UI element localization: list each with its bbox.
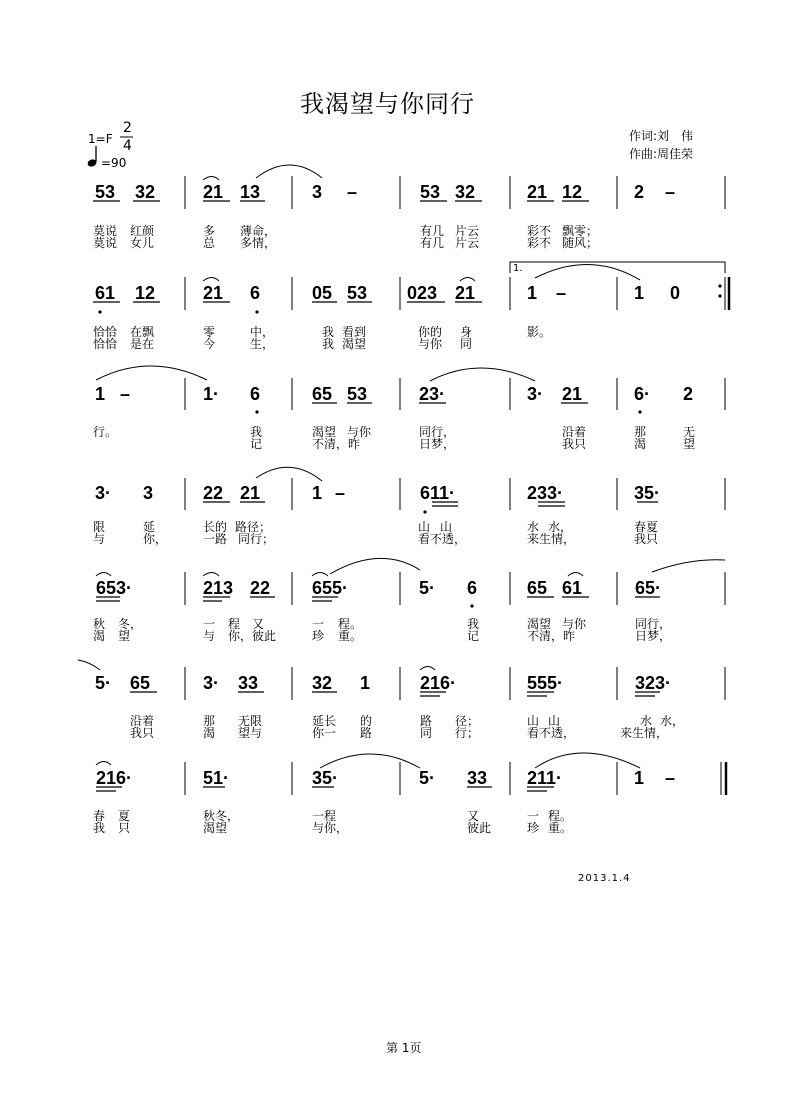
lyric: 山 xyxy=(418,520,431,534)
lyric: 山 xyxy=(440,520,453,534)
lyric: 来生情， xyxy=(620,726,669,740)
note: 21 xyxy=(455,283,476,303)
lyric: 程。 xyxy=(548,809,573,823)
note: 216· xyxy=(96,768,133,788)
note: 6 xyxy=(250,384,261,404)
lyric: 又 xyxy=(467,809,480,823)
note: 3 xyxy=(143,483,154,503)
lyric: 冬， xyxy=(118,617,143,631)
note: 21 xyxy=(203,283,224,303)
note: 23· xyxy=(419,384,446,404)
lyric: 你的 xyxy=(418,325,443,339)
lyric: 程。 xyxy=(338,617,363,631)
lyric: 限 xyxy=(93,520,106,534)
note: 023 xyxy=(407,283,438,303)
note: 653· xyxy=(96,578,133,598)
lyric: 重。 xyxy=(338,629,363,643)
lyric: 渴望 xyxy=(312,425,337,439)
note: 655· xyxy=(312,578,349,598)
lyric: 同行， xyxy=(635,617,672,631)
note: 6 xyxy=(250,283,261,303)
note: 53 xyxy=(347,384,368,404)
lyric: 延长 xyxy=(312,714,337,728)
lyric: 与 xyxy=(93,532,106,546)
lyric: 多情， xyxy=(240,236,277,250)
note: 3· xyxy=(95,483,112,503)
lyric: 看到 xyxy=(342,325,367,339)
note: 05 xyxy=(312,283,333,303)
note: 65 xyxy=(527,578,548,598)
note: 53 xyxy=(95,182,116,202)
note: 33 xyxy=(467,768,488,788)
note: 1 xyxy=(527,283,538,303)
lyric: 我 xyxy=(250,425,263,439)
lyric: 渴望 xyxy=(527,617,552,631)
lyric: 与 xyxy=(203,629,216,643)
lyric: 薄命， xyxy=(240,224,277,238)
lyric: 来生情， xyxy=(527,532,576,546)
note: 6 xyxy=(467,578,478,598)
note: 53 xyxy=(347,283,368,303)
lyric: 行； xyxy=(455,726,480,740)
composer-credit: 作曲:周佳荣 xyxy=(629,147,694,161)
note: 6· xyxy=(634,384,651,404)
note: 21 xyxy=(527,182,548,202)
lyric: 春夏 xyxy=(634,520,659,534)
volta-label: 1. xyxy=(513,263,523,274)
lyric: 日梦， xyxy=(419,437,456,451)
lyric: 有几 xyxy=(420,236,445,250)
lyric: 夏 xyxy=(118,809,131,823)
lyric: 沿着 xyxy=(130,714,155,728)
lyric: 重。 xyxy=(548,821,573,835)
lyric: 长的 xyxy=(203,520,228,534)
lyric: 不清，昨 xyxy=(312,437,361,451)
lyric: 彩不 xyxy=(527,236,552,250)
lyric: 路径； xyxy=(235,520,272,534)
lyric: 片云 xyxy=(455,236,480,250)
note: 211· xyxy=(527,768,563,788)
lyric: 我 xyxy=(93,821,106,835)
lyric: 又 xyxy=(252,617,265,631)
lyric: 飘零； xyxy=(562,224,599,238)
lyric: 与你 xyxy=(347,425,372,439)
note: 3· xyxy=(527,384,544,404)
note: 21 xyxy=(240,483,261,503)
note: 22 xyxy=(203,483,224,503)
note: 5· xyxy=(419,768,436,788)
lyric: 彼此 xyxy=(467,821,492,835)
note: 233· xyxy=(527,483,564,503)
lyric: 一路 xyxy=(203,532,228,546)
note: 1 xyxy=(360,673,371,693)
lyric: 日梦， xyxy=(635,629,672,643)
lyric: 渴 xyxy=(634,437,647,451)
lyric: 渴望 xyxy=(203,821,228,835)
lyric: 无 xyxy=(683,425,696,439)
lyric: 同行； xyxy=(238,532,275,546)
lyric: 不清，昨 xyxy=(527,629,576,643)
lyric: 山 xyxy=(548,714,561,728)
key-signature: 1=F xyxy=(88,132,113,146)
lyric: 生， xyxy=(250,337,275,351)
note: 216· xyxy=(420,673,457,693)
note: 65 xyxy=(130,673,151,693)
lyric: 恰恰 xyxy=(93,325,118,339)
note: – xyxy=(665,768,676,788)
note: 0 xyxy=(670,283,681,303)
note: 53 xyxy=(420,182,441,202)
lyric: 记 xyxy=(467,629,480,643)
lyric: 水， xyxy=(548,520,573,534)
lyric: 径； xyxy=(455,714,480,728)
lyric: 看不透， xyxy=(527,726,576,740)
note: 1 xyxy=(312,483,323,503)
note: 1 xyxy=(634,283,645,303)
lyric: 一 xyxy=(203,617,216,631)
note: 65 xyxy=(312,384,333,404)
lyric: 同 xyxy=(460,337,473,351)
lyric: 望 xyxy=(118,629,131,643)
lyric: 那 xyxy=(634,425,647,439)
lyric: 零 xyxy=(203,325,216,339)
lyric: 与你 xyxy=(562,617,587,631)
lyric: 渴 xyxy=(203,726,216,740)
note: – xyxy=(556,283,567,303)
lyric: 有几 xyxy=(420,224,445,238)
lyric: 我只 xyxy=(634,532,659,546)
lyric: 片云 xyxy=(455,224,480,238)
note: 3· xyxy=(203,673,220,693)
lyric: 一 xyxy=(527,809,540,823)
note: 1 xyxy=(634,768,645,788)
lyric: 延 xyxy=(143,520,156,534)
lyric: 水 xyxy=(527,520,540,534)
note: – xyxy=(347,182,358,202)
lyric: 的 xyxy=(360,714,373,728)
lyric: 我 xyxy=(322,337,335,351)
note: 12 xyxy=(562,182,583,202)
note: 2 xyxy=(683,384,694,404)
lyric: 在飘 xyxy=(130,325,155,339)
note: 32 xyxy=(135,182,156,202)
lyric: 珍 xyxy=(527,821,540,835)
note: 1· xyxy=(203,384,220,404)
note: – xyxy=(335,483,346,503)
lyric: 路 xyxy=(420,714,433,728)
lyric: 红颜 xyxy=(130,224,155,238)
lyric: 莫说 xyxy=(93,236,118,250)
lyric: 望与 xyxy=(238,726,263,740)
lyric: 今 xyxy=(203,337,216,351)
note: 1 xyxy=(95,384,106,404)
note: 555· xyxy=(527,673,564,693)
lyric: 水， xyxy=(660,714,685,728)
note: 13 xyxy=(240,182,261,202)
lyric: 那 xyxy=(203,714,216,728)
lyric: 恰恰 xyxy=(93,337,118,351)
lyric: 路 xyxy=(360,726,373,740)
lyric: 总 xyxy=(203,236,216,250)
lyric: 记 xyxy=(250,437,263,451)
lyric: 沿着 xyxy=(562,425,587,439)
lyric: 影。 xyxy=(527,325,552,339)
lyric: 随风； xyxy=(562,236,599,250)
time-signature-top: 2 xyxy=(123,120,132,136)
lyric: 彩不 xyxy=(527,224,552,238)
note: 21 xyxy=(203,182,224,202)
page-number: 第 1页 xyxy=(386,1041,422,1055)
time-signature-bottom: 4 xyxy=(123,138,132,154)
lyric: 看不透， xyxy=(418,532,467,546)
lyric: 多 xyxy=(203,224,216,238)
note: 12 xyxy=(135,283,156,303)
note: 35· xyxy=(634,483,661,503)
note: 61 xyxy=(95,283,116,303)
lyric: 一程 xyxy=(312,809,337,823)
lyric: 我 xyxy=(467,617,480,631)
note: 22 xyxy=(250,578,271,598)
lyric: 我只 xyxy=(130,726,155,740)
lyric: 是在 xyxy=(130,337,155,351)
lyric: 程 xyxy=(228,617,241,631)
lyric: 同行， xyxy=(419,425,456,439)
lyric: 水 xyxy=(640,714,653,728)
lyric: 渴望 xyxy=(342,337,367,351)
lyric: 莫说 xyxy=(93,224,118,238)
lyric: 无限 xyxy=(238,714,263,728)
note: – xyxy=(120,384,131,404)
lyric: 女儿 xyxy=(130,236,155,250)
note: 5· xyxy=(419,578,436,598)
lyric: 珍 xyxy=(312,629,325,643)
song-title: 我渴望与你同行 xyxy=(300,90,475,118)
note: 51· xyxy=(203,768,230,788)
note: 32 xyxy=(312,673,333,693)
lyric: 只 xyxy=(118,821,131,835)
note: 611· xyxy=(420,483,456,503)
lyric: 与你， xyxy=(312,821,349,835)
note: 323· xyxy=(635,673,672,693)
lyric: 春 xyxy=(93,809,106,823)
date-stamp: 2013.1.4 xyxy=(578,873,631,884)
lyric: 你，彼此 xyxy=(228,629,277,643)
lyric: 渴 xyxy=(93,629,106,643)
note: 33 xyxy=(238,673,259,693)
note: 3 xyxy=(312,182,323,202)
lyric: 望 xyxy=(683,437,696,451)
note: 65· xyxy=(635,578,662,598)
note: 213 xyxy=(203,578,234,598)
lyric: 我只 xyxy=(562,437,587,451)
note: 32 xyxy=(455,182,476,202)
lyric: 你， xyxy=(143,532,168,546)
note: 5· xyxy=(95,673,112,693)
lyric: 同 xyxy=(420,726,433,740)
lyric: 中， xyxy=(250,325,275,339)
lyric: 山 xyxy=(527,714,540,728)
lyric: 身 xyxy=(460,325,473,339)
lyric: 你一 xyxy=(312,726,337,740)
lyric: 行。 xyxy=(93,425,118,439)
lyric: 与你 xyxy=(418,337,443,351)
lyric: 一 xyxy=(312,617,325,631)
note: 2 xyxy=(634,182,645,202)
note: 21 xyxy=(562,384,583,404)
lyric: 秋冬， xyxy=(203,809,240,823)
lyric: 秋 xyxy=(93,617,106,631)
note: 61 xyxy=(562,578,583,598)
note: 35· xyxy=(312,768,339,788)
lyric: 我 xyxy=(322,325,335,339)
lyricist-credit: 作词:刘 伟 xyxy=(629,129,694,143)
tempo-marking: =90 xyxy=(101,156,127,170)
note: – xyxy=(665,182,676,202)
